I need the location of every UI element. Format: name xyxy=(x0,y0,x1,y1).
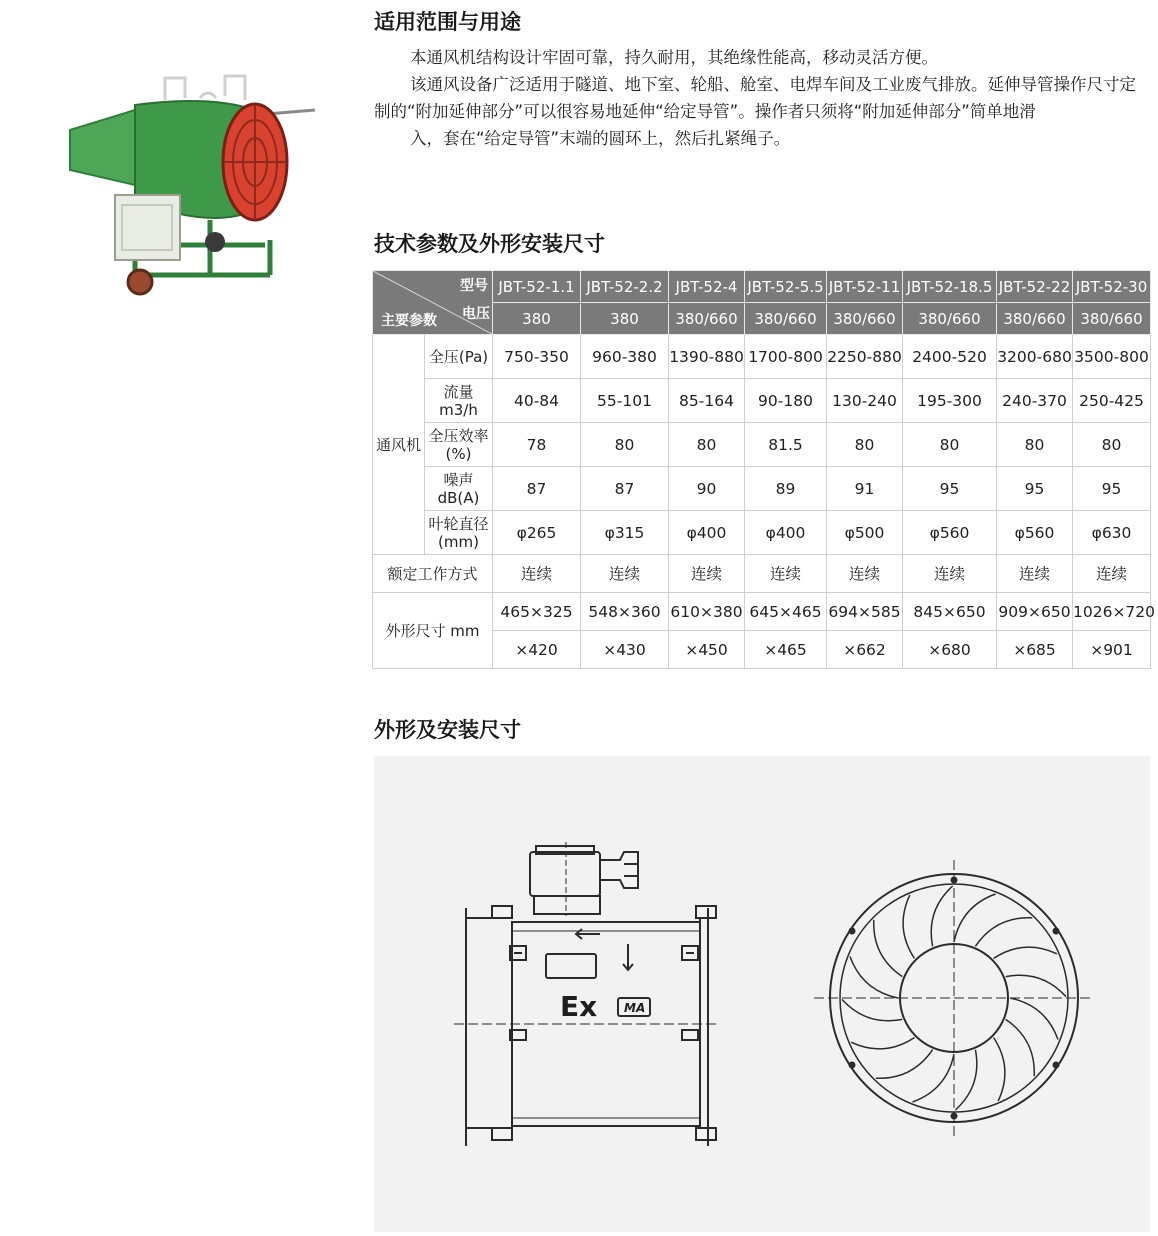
corner-model-label: 型号 xyxy=(460,278,488,294)
dims-section-title: 外形及安装尺寸 xyxy=(374,718,521,742)
impeller-blade xyxy=(994,947,1057,958)
row-label: 叶轮直径(mm) xyxy=(425,511,493,555)
impeller-blade xyxy=(876,1050,933,1079)
value-cell: 694×585 xyxy=(827,593,903,631)
table-row xyxy=(373,511,1151,555)
intro-paragraph-1: 本通风机结构设计牢固可靠，持久耐用，其绝缘性能高，移动灵活方便。 xyxy=(410,48,938,67)
value-cell: ×430 xyxy=(581,631,669,669)
impeller-blade xyxy=(851,1038,914,1049)
value-cell: 80 xyxy=(903,423,997,467)
value-cell: 95 xyxy=(997,467,1073,511)
voltage-cell: 380/660 xyxy=(1073,303,1151,335)
usage-section-title: 适用范围与用途 xyxy=(374,10,521,34)
value-cell: 80 xyxy=(1073,423,1151,467)
ma-mark: MA xyxy=(624,1001,646,1015)
value-cell: 连续 xyxy=(827,555,903,593)
dims-row-1 xyxy=(373,593,1151,631)
impeller-blade xyxy=(994,1038,1005,1101)
impeller-blade xyxy=(955,1050,976,1110)
value-cell: 2400-520 xyxy=(903,335,997,379)
value-cell: ×450 xyxy=(669,631,745,669)
model-cell: JBT-52-22 xyxy=(997,271,1073,303)
voltage-cell: 380/660 xyxy=(903,303,997,335)
model-cell: JBT-52-4 xyxy=(669,271,745,303)
installation-drawing xyxy=(374,756,1150,1232)
value-cell: 1700-800 xyxy=(745,335,827,379)
row-label: 噪声dB(A) xyxy=(425,467,493,511)
value-cell: φ400 xyxy=(669,511,745,555)
value-cell: φ560 xyxy=(903,511,997,555)
value-cell: ×662 xyxy=(827,631,903,669)
value-cell: 845×650 xyxy=(903,593,997,631)
value-cell: 85-164 xyxy=(669,379,745,423)
value-cell: 91 xyxy=(827,467,903,511)
value-cell: 1026×720 xyxy=(1073,593,1151,631)
table-row xyxy=(373,379,1151,423)
fan-cone xyxy=(70,110,135,185)
corner-main-label: 主要参数 xyxy=(381,313,437,329)
value-cell: 连续 xyxy=(669,555,745,593)
model-cell: JBT-52-18.5 xyxy=(903,271,997,303)
value-cell: 95 xyxy=(903,467,997,511)
intro-text xyxy=(374,44,1150,152)
corner-voltage-label: 电压 xyxy=(462,306,490,322)
wheel-left xyxy=(128,270,152,294)
value-cell: 连续 xyxy=(581,555,669,593)
model-cell: JBT-52-11 xyxy=(827,271,903,303)
value-cell: 81.5 xyxy=(745,423,827,467)
impeller-blade xyxy=(850,957,898,999)
impeller-blade xyxy=(931,886,952,946)
voltage-cell: 380/660 xyxy=(745,303,827,335)
wheel-right xyxy=(205,232,225,252)
impeller-blade xyxy=(1006,975,1066,996)
row-label: 额定工作方式 xyxy=(373,555,493,593)
value-cell: 750-350 xyxy=(493,335,581,379)
value-cell: φ560 xyxy=(997,511,1073,555)
voltage-cell: 380/660 xyxy=(997,303,1073,335)
value-cell: 645×465 xyxy=(745,593,827,631)
value-cell: 909×650 xyxy=(997,593,1073,631)
value-cell: 3500-800 xyxy=(1073,335,1151,379)
value-cell: 80 xyxy=(997,423,1073,467)
model-cell: JBT-52-30 xyxy=(1073,271,1151,303)
impeller-blade xyxy=(1006,1019,1035,1076)
model-row xyxy=(373,271,1151,303)
value-cell: 80 xyxy=(581,423,669,467)
value-cell: 95 xyxy=(1073,467,1151,511)
value-cell: 连续 xyxy=(903,555,997,593)
value-cell: 548×360 xyxy=(581,593,669,631)
value-cell: φ500 xyxy=(827,511,903,555)
value-cell: ×420 xyxy=(493,631,581,669)
value-cell: φ400 xyxy=(745,511,827,555)
spec-section-title: 技术参数及外形安装尺寸 xyxy=(374,232,605,256)
impeller-blade xyxy=(1010,998,1058,1040)
value-cell: 465×325 xyxy=(493,593,581,631)
value-cell: ×901 xyxy=(1073,631,1151,669)
value-cell: 250-425 xyxy=(1073,379,1151,423)
drawing-svg xyxy=(374,756,1150,1232)
value-cell: 3200-680 xyxy=(997,335,1073,379)
impeller-blade xyxy=(903,895,914,958)
work-mode-row xyxy=(373,555,1151,593)
impeller-blade xyxy=(842,999,902,1020)
impeller-blade xyxy=(975,918,1032,947)
value-cell: 89 xyxy=(745,467,827,511)
intro-paragraph-3: 入，套在“给定导管”末端的圆环上，然后扎紧绳子。 xyxy=(410,129,791,148)
value-cell: 610×380 xyxy=(669,593,745,631)
value-cell: ×685 xyxy=(997,631,1073,669)
value-cell: 90-180 xyxy=(745,379,827,423)
value-cell: 连续 xyxy=(997,555,1073,593)
group-label: 通风机 xyxy=(373,335,425,555)
model-cell: JBT-52-1.1 xyxy=(493,271,581,303)
value-cell: 连续 xyxy=(493,555,581,593)
value-cell: 90 xyxy=(669,467,745,511)
table-row xyxy=(373,467,1151,511)
value-cell: 130-240 xyxy=(827,379,903,423)
value-cell: 87 xyxy=(493,467,581,511)
ex-mark: Ex xyxy=(560,990,598,1023)
value-cell: 195-300 xyxy=(903,379,997,423)
table-row xyxy=(373,423,1151,467)
model-cell: JBT-52-2.2 xyxy=(581,271,669,303)
product-photo xyxy=(60,70,320,300)
value-cell: ×465 xyxy=(745,631,827,669)
value-cell: 40-84 xyxy=(493,379,581,423)
value-cell: 连续 xyxy=(1073,555,1151,593)
value-cell: φ265 xyxy=(493,511,581,555)
value-cell: 80 xyxy=(827,423,903,467)
intro-paragraph-2: 该通风设备广泛适用于隧道、地下室、轮船、舱室、电焊车间及工业废气排放。延伸导管操作尺寸定制的“附加延伸部分”可以很容易地延伸“给定导管”。操作者只须将“附加延伸部分”简单地滑 xyxy=(374,75,1136,121)
table-corner xyxy=(373,271,493,335)
fan-handles xyxy=(165,76,245,100)
value-cell: 240-370 xyxy=(997,379,1073,423)
table-row xyxy=(373,335,1151,379)
voltage-cell: 380 xyxy=(581,303,669,335)
value-cell: 55-101 xyxy=(581,379,669,423)
value-cell: φ630 xyxy=(1073,511,1151,555)
value-cell: 80 xyxy=(669,423,745,467)
impeller-blade xyxy=(954,894,996,942)
row-label: 流量m3/h xyxy=(425,379,493,423)
value-cell: 1390-880 xyxy=(669,335,745,379)
value-cell: 连续 xyxy=(745,555,827,593)
row-label: 全压效率(%) xyxy=(425,423,493,467)
impeller-blade xyxy=(913,1054,955,1102)
value-cell: ×680 xyxy=(903,631,997,669)
voltage-cell: 380/660 xyxy=(669,303,745,335)
front-view xyxy=(814,860,1094,1136)
spec-table xyxy=(372,270,1156,669)
voltage-cell: 380 xyxy=(493,303,581,335)
value-cell: 87 xyxy=(581,467,669,511)
row-label: 全压(Pa) xyxy=(425,335,493,379)
value-cell: 960-380 xyxy=(581,335,669,379)
impeller-blade xyxy=(874,920,903,977)
row-label: 外形尺寸 mm xyxy=(373,593,493,669)
voltage-cell: 380/660 xyxy=(827,303,903,335)
model-cell: JBT-52-5.5 xyxy=(745,271,827,303)
value-cell: φ315 xyxy=(581,511,669,555)
value-cell: 78 xyxy=(493,423,581,467)
value-cell: 2250-880 xyxy=(827,335,903,379)
